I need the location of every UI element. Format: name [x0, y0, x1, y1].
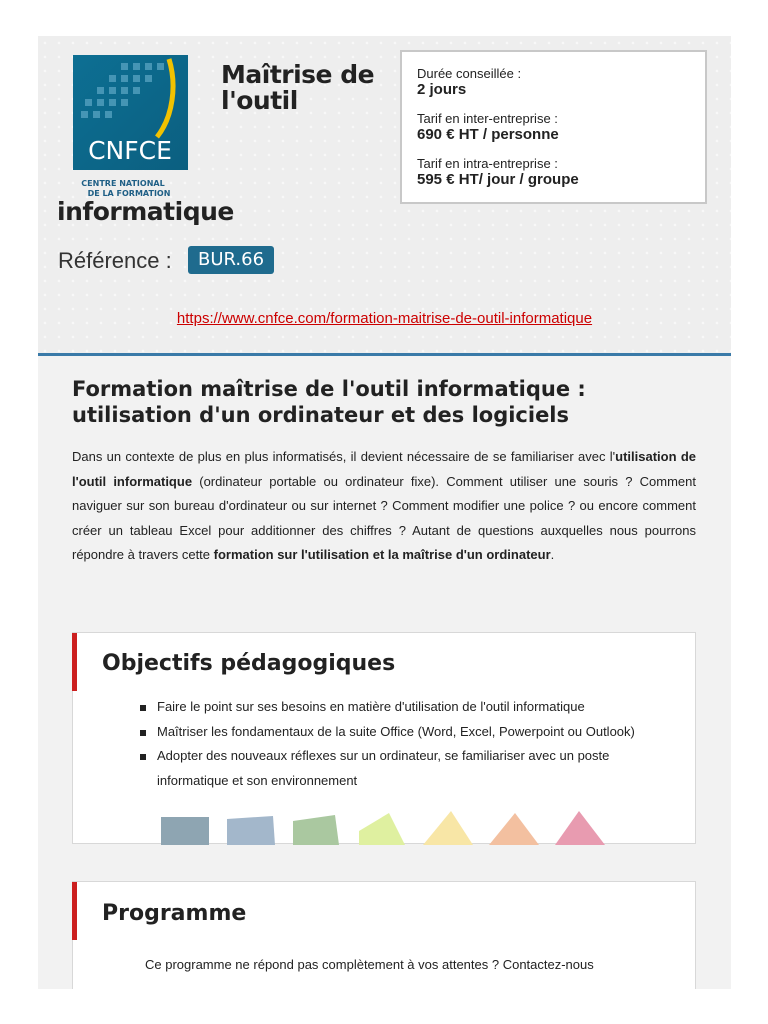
programme-title: Programme	[102, 901, 247, 926]
shape-4	[359, 813, 405, 845]
inter-price-value: 690 € HT / personne	[417, 126, 559, 143]
header-divider	[38, 353, 731, 356]
card-accent-bar	[72, 882, 77, 940]
duration-label: Durée conseillée :	[417, 66, 522, 81]
intro-text-2: (ordinateur portable ou ordinateur fixe). Comment utiliser une souris ? Comment naviguer sur son bureau d'ordinateur ou sur internet ? Comment modifier une police ? ou encore comment créer un tableau Excel pour additionner des chiffres ? Autant de questions auxquelles nous pourrons répondre à travers cette	[72, 473, 696, 562]
intra-price-value: 595 € HT/ jour / groupe	[417, 171, 579, 188]
page-title	[221, 62, 374, 114]
inter-price-label: Tarif en inter-entreprise :	[417, 111, 558, 126]
decorative-color-shapes	[153, 809, 623, 845]
header	[38, 36, 731, 354]
shape-2	[227, 816, 275, 845]
card-accent-bar	[72, 633, 77, 691]
intro-paragraph	[72, 445, 696, 568]
shape-3	[293, 815, 339, 845]
shape-1	[161, 817, 209, 845]
title-line-3: informatique	[57, 197, 234, 226]
heading-line-2: utilisation d'un ordinateur et des logiciels	[72, 403, 570, 427]
shape-5	[423, 811, 473, 845]
title-line-2: l'outil	[221, 86, 298, 115]
objectives-title: Objectifs pédagogiques	[102, 651, 396, 676]
intro-bold-1: utilisation de l'outil informatique	[72, 449, 696, 489]
list-item: Adopter des nouveaux réflexes sur un ordinateur, se familiariser avec un poste informatique et son environnement	[140, 744, 680, 793]
shape-6	[489, 813, 539, 845]
heading-line-1: Formation maîtrise de l'outil informatique :	[72, 377, 586, 401]
list-item: Faire le point sur ses besoins en matière d'utilisation de l'outil informatique	[140, 695, 680, 720]
intro-text-3: .	[550, 547, 555, 562]
objectives-card	[72, 632, 696, 844]
duration-value: 2 jours	[417, 81, 467, 98]
title-line-1: Maîtrise de	[221, 60, 375, 89]
reference-label: Référence :	[58, 248, 172, 273]
objectives-list	[140, 695, 680, 793]
programme-card	[72, 881, 696, 989]
intro-text-1: Dans un contexte de plus en plus informatisés, il devient nécessaire de se familiariser avec l'	[72, 449, 616, 464]
intra-price-label: Tarif en intra-entreprise :	[417, 156, 558, 171]
course-url-link[interactable]: https://www.cnfce.com/formation-maitrise-de-outil-informatique	[176, 310, 593, 327]
logo-subtext-2: DE LA FORMATION	[87, 189, 171, 198]
cnfce-logo	[73, 55, 193, 200]
list-item: Maîtriser les fondamentaux de la suite Office (Word, Excel, Powerpoint ou Outlook)	[140, 720, 680, 745]
logo-text: CNFCE	[88, 136, 172, 165]
section-heading	[72, 376, 692, 428]
reference-badge: BUR.66	[188, 246, 274, 274]
intro-bold-2: formation sur l'utilisation et la maîtrise d'un ordinateur	[213, 547, 551, 562]
programme-contact-text: Ce programme ne répond pas complètement à vos attentes ? Contactez-nous	[145, 957, 594, 972]
shape-7	[555, 811, 605, 845]
price-info-box	[400, 50, 707, 204]
logo-subtext-1: CENTRE NATIONAL	[81, 179, 165, 188]
page	[38, 36, 731, 989]
